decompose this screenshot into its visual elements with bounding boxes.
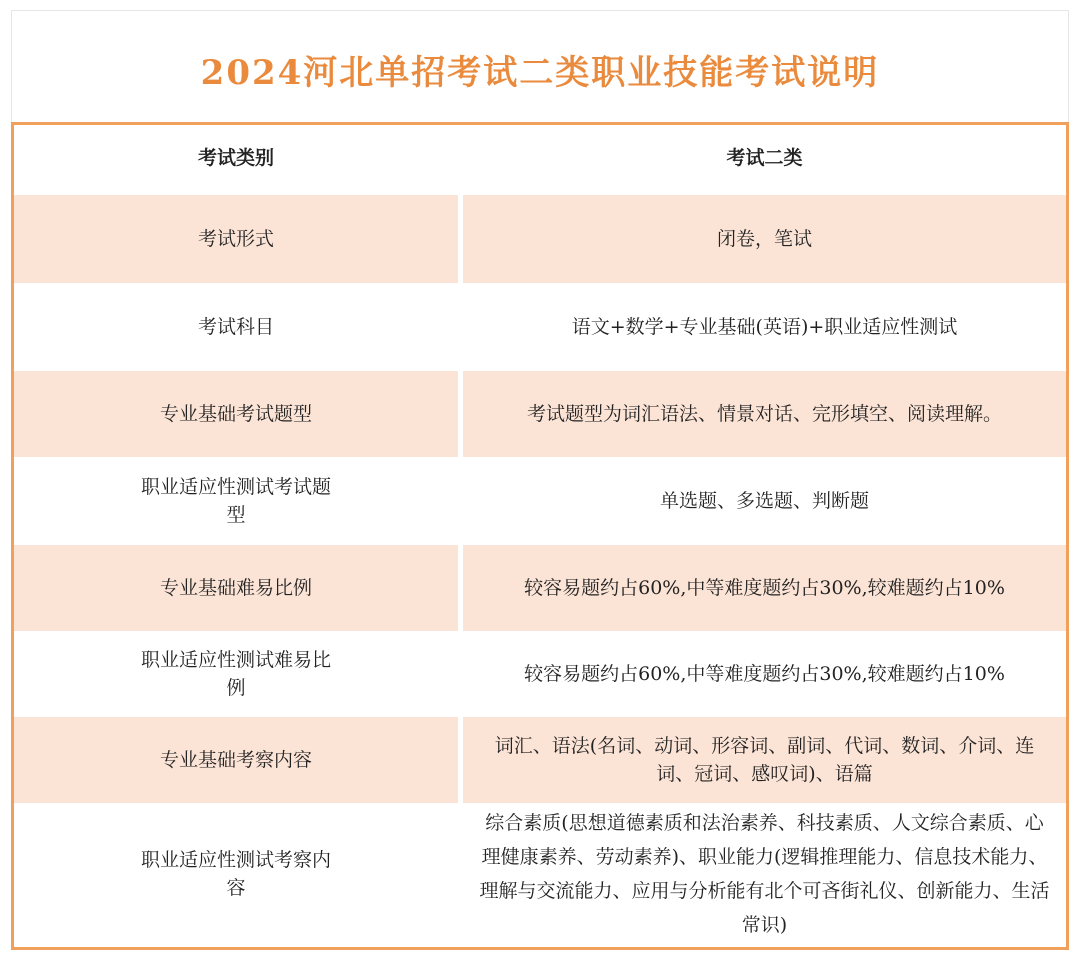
- row-value: 闭卷，笔试: [463, 195, 1066, 283]
- page-title: 2024河北单招考试二类职业技能考试说明: [200, 53, 880, 93]
- row-label: 职业适应性测试难易比例: [14, 635, 463, 713]
- table-row: [14, 713, 1066, 803]
- header-value: 考试二类: [726, 147, 803, 169]
- row-value: 综合素质(思想道德素质和法治素养、科技素质、人文综合素质、心理健康素养、劳动素养)、职业能力(逻辑推理能力、信息技术能力、理解与交流能力、应用与分析能有北个可吝街礼仪、创新能力、生活常识): [479, 812, 1050, 936]
- row-label: 考试形式: [14, 195, 463, 283]
- row-value: 考试题型为词汇语法、情景对话、完形填空、阅读理解。: [463, 371, 1066, 457]
- row-label: 职业适应性测试考察内容: [14, 807, 463, 941]
- row-label: 专业基础难易比例: [14, 545, 463, 631]
- row-label: 专业基础考试题型: [14, 371, 463, 457]
- row-value: 语文+数学+专业基础(英语)+职业适应性测试: [571, 316, 958, 338]
- header-category: 考试类别: [14, 125, 463, 191]
- row-value: 单选题、多选题、判断题: [659, 490, 869, 512]
- table-row: [14, 541, 1066, 631]
- row-label: 考试科目: [14, 287, 463, 367]
- table-row: [14, 367, 1066, 457]
- row-label: 职业适应性测试考试题型: [14, 461, 463, 541]
- table-row: [14, 191, 1066, 283]
- table-row: [14, 803, 1066, 941]
- table-row: [14, 283, 1066, 367]
- table-row: [14, 631, 1066, 713]
- table-header-row: [14, 125, 1066, 191]
- info-table: [11, 122, 1069, 950]
- row-value: 词汇、语法(名词、动词、形容词、副词、代词、数词、介词、连词、冠词、感叹词)、语篇: [463, 717, 1066, 803]
- table-row: [14, 457, 1066, 541]
- row-label: 专业基础考察内容: [14, 717, 463, 803]
- title-box: [11, 10, 1069, 122]
- row-value: 较容易题约占60%,中等难度题约占30%,较难题约占10%: [463, 545, 1066, 631]
- row-value: 较容易题约占60%,中等难度题约占30%,较难题约占10%: [524, 663, 1005, 685]
